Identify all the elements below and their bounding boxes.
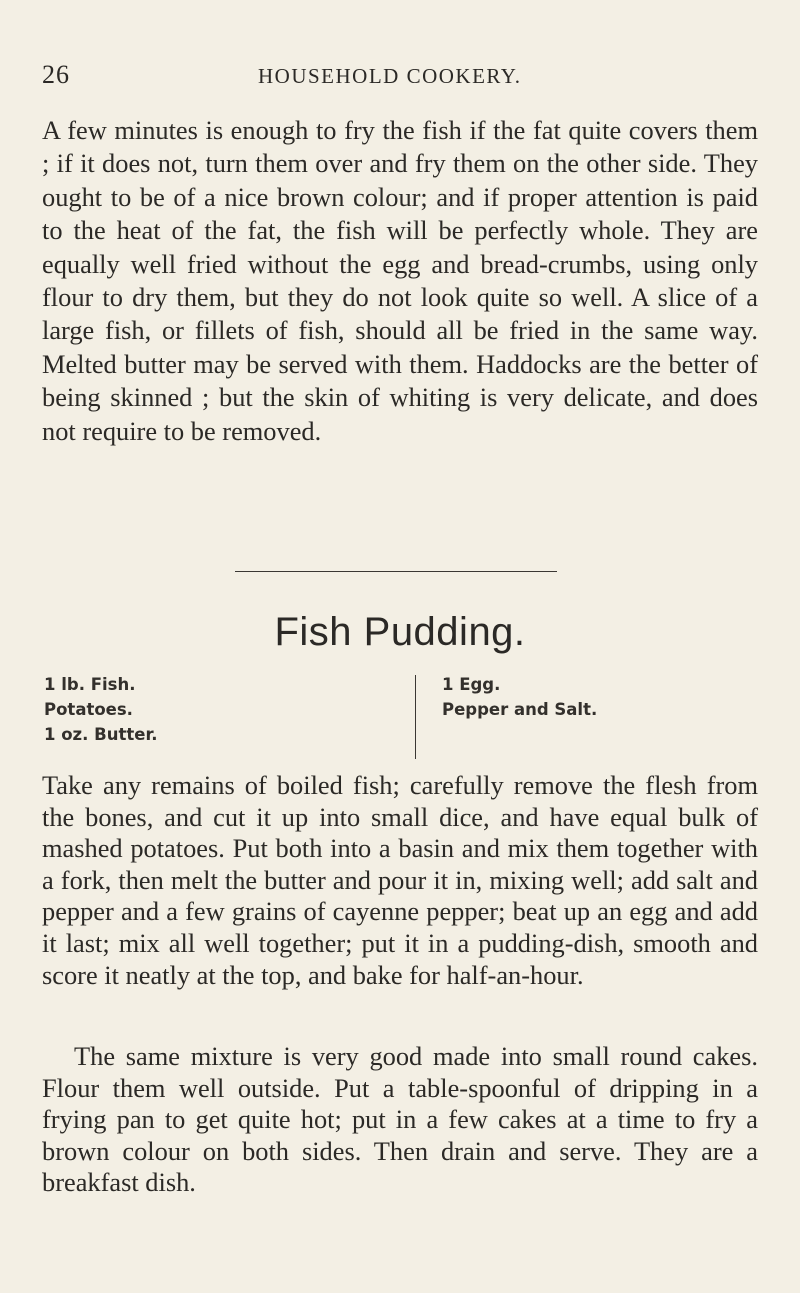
ingredient-item: 1 Egg.: [442, 675, 501, 694]
ingredients-right-column: [442, 672, 597, 722]
page-number: 26: [42, 60, 70, 89]
ingredients-divider: [415, 675, 416, 759]
recipe-method: Take any remains of boiled fish; carefully remove the flesh from the bones, and cut it up into small dice, and have equal bulk of mashed potatoes. Put both into a basin and mix them together with a fork, then melt the butter and pour it in, mixing well; add salt and pepper and a few grains of cayenne pepper; beat up an egg and add it last; mix all well together; put it in a pudding-dish, smooth and score it neatly at the top, and bake for half-an-hour.: [42, 770, 758, 990]
ingredient-item: Potatoes.: [44, 700, 133, 719]
running-head: HOUSEHOLD COOKERY.: [258, 64, 522, 88]
section-divider: [235, 571, 557, 572]
recipe-title: Fish Pudding.: [274, 610, 526, 654]
ingredients-list: [44, 672, 744, 782]
ingredient-item: 1 oz. Butter.: [44, 725, 158, 744]
ingredients-left-column: [44, 672, 158, 747]
ingredient-item: 1 lb. Fish.: [44, 675, 136, 694]
recipe-serving-note: The same mixture is very good made into small round cakes. Flour them well outside. Put a table-spoonful of dripping in a frying pan to get quite hot; put in a few cakes at a time to fry a brown colour on both sides. Then drain and serve. They are a breakfast dish.: [42, 1041, 758, 1198]
ingredient-item: Pepper and Salt.: [442, 700, 598, 719]
intro-paragraph: A few minutes is enough to fry the fish if the fat quite covers them ; if it does not, turn them over and fry them on the other side. They ought to be of a nice brown colour; and if proper attention is paid to the heat of the fat, the fish will be perfectly whole. They are equally well fried without the egg and bread-crumbs, using only flour to dry them, but they do not look quite so well. A slice of a large fish, or fillets of fish, should all be fried in the same way. Melted butter may be served with them. Haddocks are the better of being skinned ; but the skin of whiting is very delicate, and does not require to be removed.: [42, 115, 758, 446]
